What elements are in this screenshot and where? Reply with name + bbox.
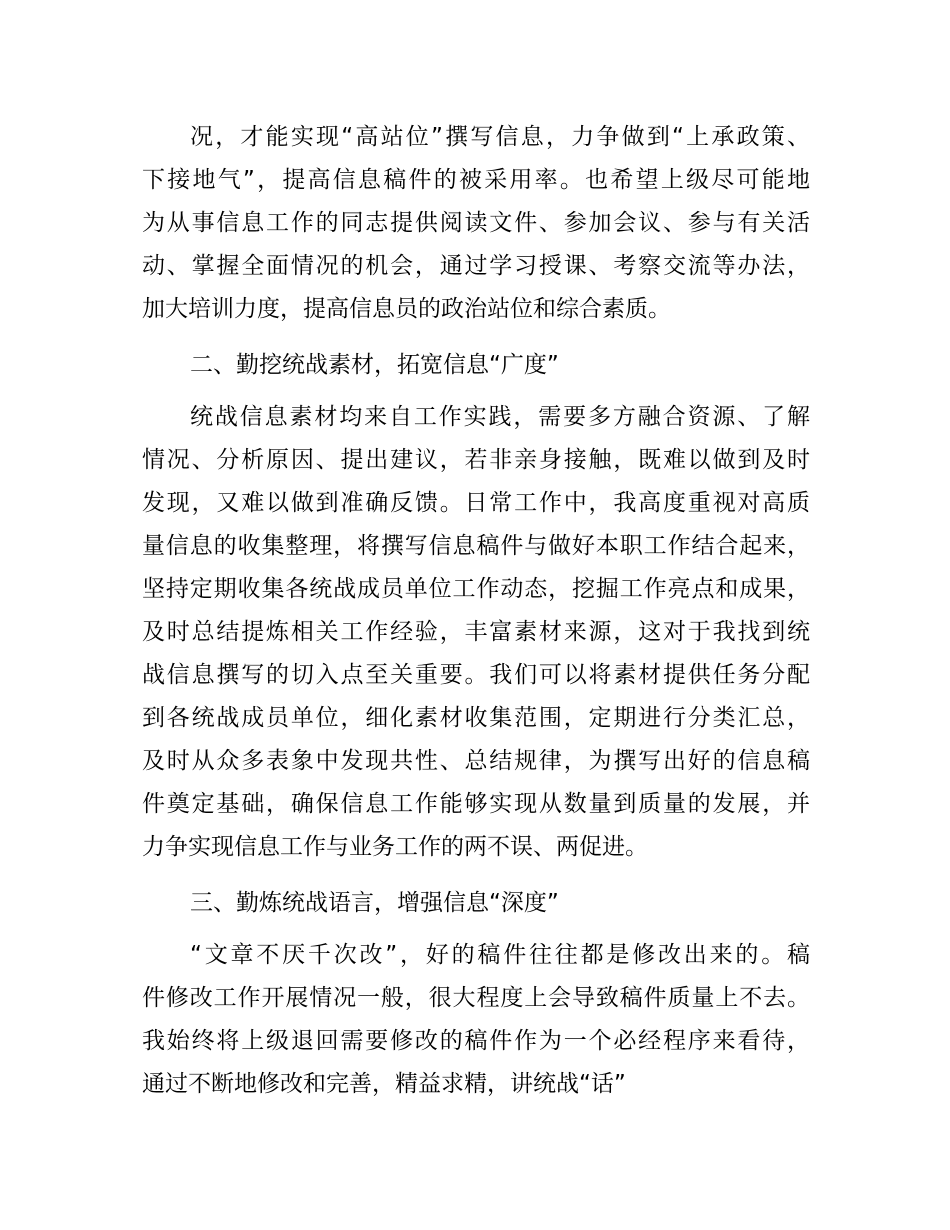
paragraph-line: 件修改工作开展情况一般，很大程度上会导致稿件质量上不去。 [142,985,810,1011]
paragraph-line: 下接地气”，提高信息稿件的被采用率。也希望上级尽可能地 [142,167,810,193]
paragraph-line: 为从事信息工作的同志提供阅读文件、参加会议、参与有关活 [142,210,810,236]
section-heading-3: 三、勤炼统战语言，增强信息“深度” [190,890,559,916]
section-heading-2: 二、勤挖统战素材，拓宽信息“广度” [190,352,559,378]
paragraph-line: 加大培训力度，提高信息员的政治站位和综合素质。 [142,296,671,322]
paragraph-line: 坚持定期收集各统战成员单位工作动态，挖掘工作亮点和成果， [142,576,810,602]
paragraph-line: 战信息撰写的切入点至关重要。我们可以将素材提供任务分配 [142,662,810,688]
paragraph-line: 到各统战成员单位，细化素材收集范围，定期进行分类汇总， [142,705,810,731]
paragraph-line: 量信息的收集整理，将撰写信息稿件与做好本职工作结合起来， [142,533,810,559]
paragraph-line: 发现，又难以做到准确反馈。日常工作中，我高度重视对高质 [142,490,810,516]
paragraph-line: 及时总结提炼相关工作经验，丰富素材来源，这对于我找到统 [142,619,810,645]
paragraph-line: 况，才能实现“高站位”撰写信息，力争做到“上承政策、 [190,124,810,150]
paragraph-line: 动、掌握全面情况的机会，通过学习授课、考察交流等办法， [142,253,810,279]
paragraph-line: 情况、分析原因、提出建议，若非亲身接触，既难以做到及时 [142,447,810,473]
paragraph-line: 力争实现信息工作与业务工作的两不误、两促进。 [142,834,648,860]
paragraph-line: 件奠定基础，确保信息工作能够实现从数量到质量的发展，并 [142,791,810,817]
paragraph-line: 通过不断地修改和完善，精益求精，讲统战“话” [142,1071,626,1097]
paragraph-line: “文章不厌千次改”，好的稿件往往都是修改出来的。稿 [190,942,810,968]
paragraph-line: 及时从众多表象中发现共性、总结规律，为撰写出好的信息稿 [142,748,810,774]
paragraph-line: 统战信息素材均来自工作实践，需要多方融合资源、了解 [190,404,810,430]
paragraph-line: 我始终将上级退回需要修改的稿件作为一个必经程序来看待， [142,1028,810,1054]
